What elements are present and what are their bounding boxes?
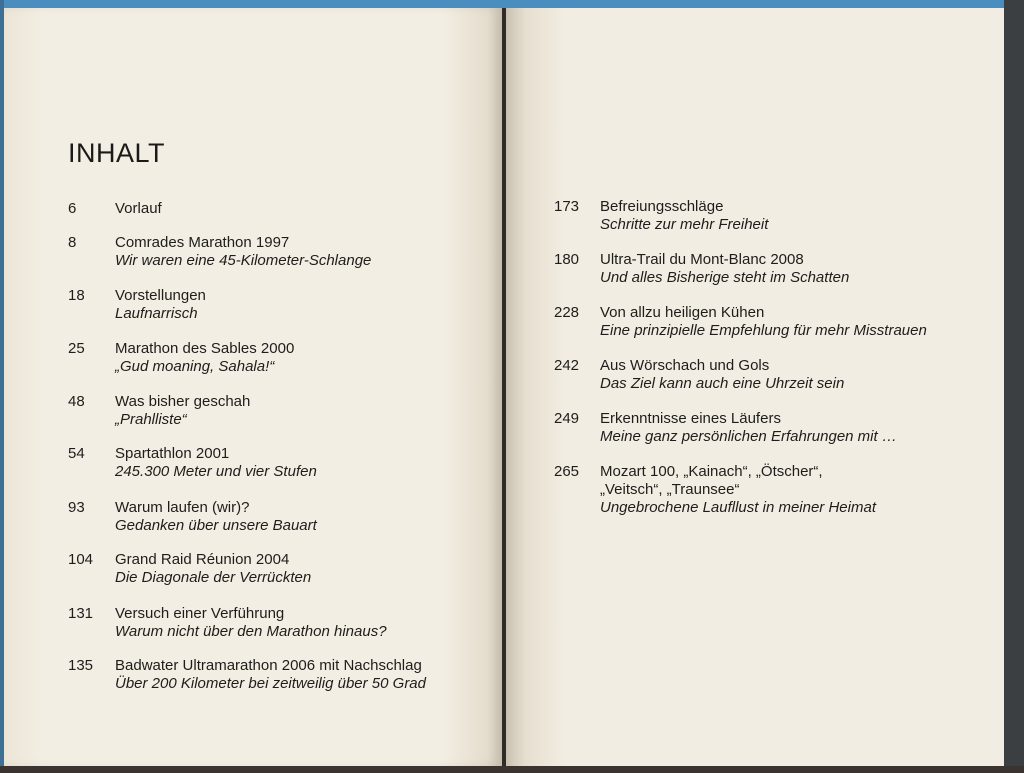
page-number: 173 bbox=[554, 198, 580, 215]
entry-title: Aus Wörschach und Gols bbox=[600, 357, 770, 374]
entry-title: Comrades Marathon 1997 bbox=[115, 234, 290, 251]
entry-subtitle: Das Ziel kann auch eine Uhrzeit sein bbox=[600, 375, 845, 392]
cover-edge-bottom bbox=[0, 766, 1024, 773]
entry-title-line2: „Veitsch“, „Traunsee“ bbox=[600, 481, 740, 498]
page-number: 228 bbox=[554, 304, 580, 321]
entry-subtitle: „Prahlliste“ bbox=[115, 411, 187, 428]
entry-subtitle: Meine ganz persönlichen Erfahrungen mit … bbox=[600, 428, 897, 445]
page-number: 265 bbox=[554, 463, 580, 480]
entry-subtitle: Und alles Bisherige steht im Schatten bbox=[600, 269, 850, 286]
entry-title: Erkenntnisse eines Läufers bbox=[600, 410, 781, 427]
page-number: 48 bbox=[68, 393, 85, 410]
entry-subtitle: Über 200 Kilometer bei zeitweilig über 50 Grad bbox=[115, 675, 426, 692]
entry-title: Vorstellungen bbox=[115, 287, 206, 304]
entry-title: Befreiungsschläge bbox=[600, 198, 724, 215]
page-number: 93 bbox=[68, 499, 85, 516]
page-number: 104 bbox=[68, 551, 94, 568]
page-number: 135 bbox=[68, 657, 94, 674]
entry-subtitle: „Gud moaning, Sahala!“ bbox=[115, 358, 275, 375]
page-number: 6 bbox=[68, 200, 77, 217]
left-page bbox=[4, 8, 502, 766]
page-number: 180 bbox=[554, 251, 580, 268]
entry-subtitle: Schritte zur mehr Freiheit bbox=[600, 216, 769, 233]
entry-subtitle: Warum nicht über den Marathon hinaus? bbox=[115, 623, 387, 640]
page-number: 25 bbox=[68, 340, 85, 357]
page-number: 18 bbox=[68, 287, 85, 304]
entry-title: Badwater Ultramarathon 2006 mit Nachschlag bbox=[115, 657, 422, 674]
entry-title: Marathon des Sables 2000 bbox=[115, 340, 295, 357]
entry-subtitle: Wir waren eine 45-Kilometer-Schlange bbox=[115, 252, 372, 269]
page-number: 242 bbox=[554, 357, 580, 374]
entry-title: Spartathlon 2001 bbox=[115, 445, 230, 462]
entry-title: Vorlauf bbox=[115, 200, 162, 217]
page-number: 131 bbox=[68, 605, 94, 622]
entry-title: Versuch einer Verführung bbox=[115, 605, 285, 622]
entry-title: Ultra-Trail du Mont-Blanc 2008 bbox=[600, 251, 804, 268]
entry-title: Von allzu heiligen Kühen bbox=[600, 304, 765, 321]
entry-subtitle: Laufnarrisch bbox=[115, 305, 198, 322]
cover-edge-right bbox=[1004, 0, 1024, 773]
entry-subtitle: Gedanken über unsere Bauart bbox=[115, 517, 317, 534]
entry-title: Grand Raid Réunion 2004 bbox=[115, 551, 290, 568]
entry-title: Was bisher geschah bbox=[115, 393, 251, 410]
entry-subtitle: Eine prinzipielle Empfehlung für mehr Misstrauen bbox=[600, 322, 927, 339]
entry-subtitle: 245.300 Meter und vier Stufen bbox=[115, 463, 317, 480]
entry-title: Mozart 100, „Kainach“, „Ötscher“, bbox=[600, 463, 823, 480]
page-number: 8 bbox=[68, 234, 77, 251]
entry-subtitle: Die Diagonale der Verrückten bbox=[115, 569, 312, 586]
page-number: 249 bbox=[554, 410, 580, 427]
toc-title: INHALT bbox=[68, 138, 166, 168]
entry-title: Warum laufen (wir)? bbox=[115, 499, 250, 516]
page-number: 54 bbox=[68, 445, 85, 462]
entry-subtitle: Ungebrochene Laufllust in meiner Heimat bbox=[600, 499, 876, 516]
